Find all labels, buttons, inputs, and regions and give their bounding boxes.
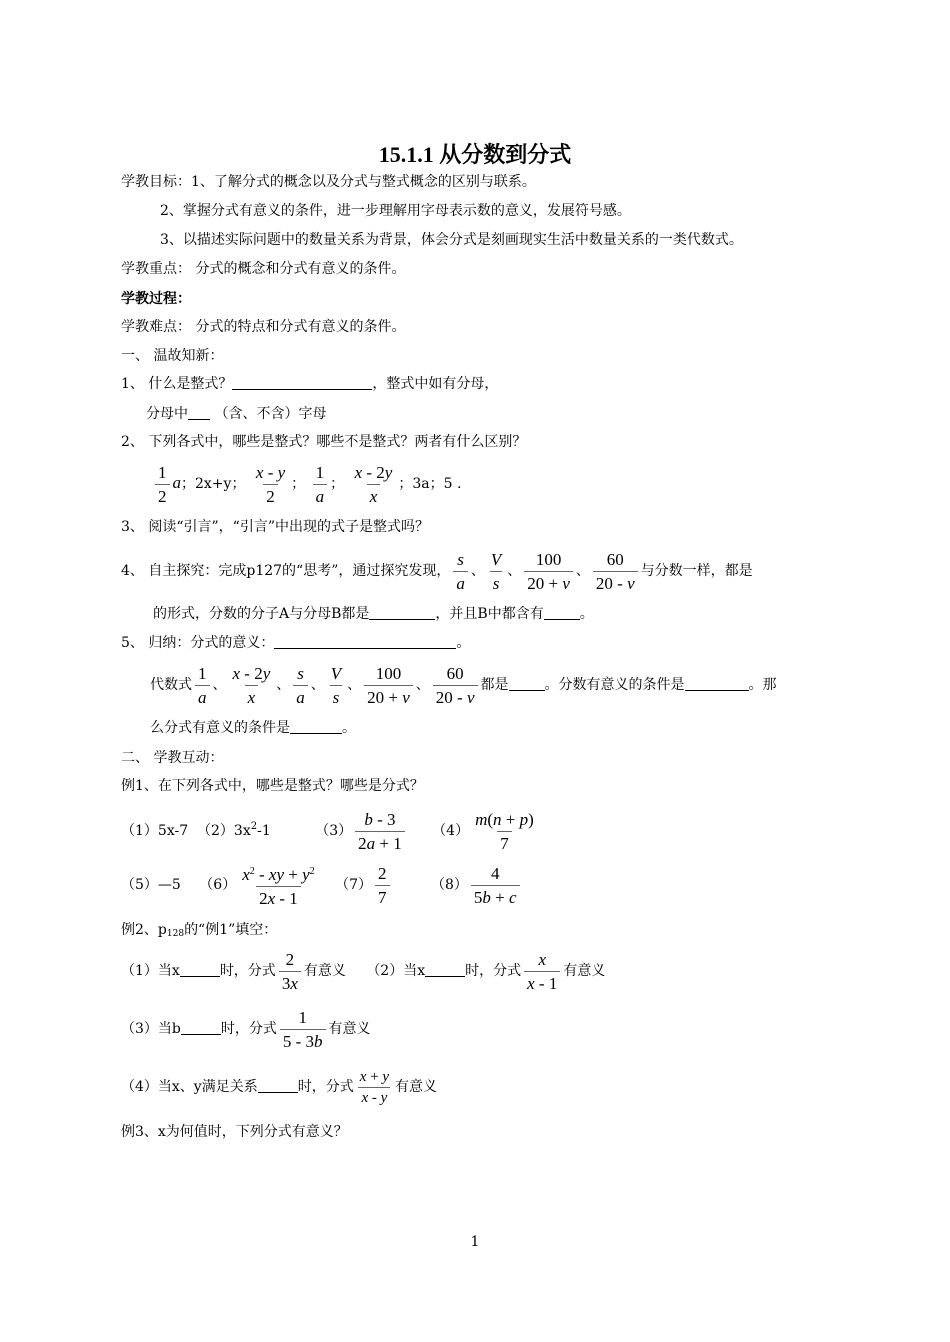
fraction: $\frac{x^2 - xy + y^2}{2x - 1}$ <box>242 865 315 908</box>
answer-blank[interactable] <box>258 1077 298 1093</box>
fraction: $\frac{V}{s}$ <box>330 663 342 707</box>
fraction: $\frac{V}{s}$ <box>490 549 502 593</box>
fraction: $\frac{s}{a}$ <box>453 549 468 594</box>
fraction: $\frac{x}{x - 1}$ <box>524 949 560 994</box>
fraction: $\frac{100}{20 + v}$ <box>364 663 413 708</box>
fraction: $\frac{2}{3x}$ <box>279 949 301 994</box>
answer-blank[interactable] <box>274 633 456 649</box>
objective-2: 2、掌握分式有意义的条件，进一步理解用字母表示数的意义，发展符号感。 <box>160 203 631 219</box>
objective-3: 3、以描述实际问题中的数量关系为背景，体会分式是刻画现实生活中数量关系的一类代数式。 <box>160 232 743 248</box>
question-3: 3、 阅读“引言”，“引言”中出现的式子是整式吗？ <box>121 519 429 535</box>
question-5: 5、 归纳：分式的意义： 。 <box>121 635 471 651</box>
example-2-line-3: （4）当x、y满足关系 时，分式 $\frac{x + y}{x - y}$ 有意义 <box>121 1068 438 1106</box>
fraction: $\frac{b - 3}{2a + 1}$ <box>355 809 405 854</box>
example-3-text: 例3、x为何值时，下列分式有意义？ <box>121 1124 348 1140</box>
answer-blank[interactable] <box>180 961 220 977</box>
answer-blank[interactable] <box>544 604 580 620</box>
question-1-cont: 分母中 （含、不含）字母 <box>146 406 327 422</box>
example-2-text: 例2、$p_{128}$的“例1”填空： <box>121 922 278 939</box>
difficulty: 学教难点： 分式的特点和分式有意义的条件。 <box>121 319 406 335</box>
section-2-heading: 二、 学教互动： <box>121 750 224 766</box>
answer-blank[interactable] <box>188 404 210 420</box>
fraction: $\frac{x - y}{2}$ <box>255 462 286 506</box>
fraction: $\frac{1}{2}$ <box>155 462 170 507</box>
question-4: 4、 自主探究：完成p127的“思考”，通过探究发现， $\frac{s}{a}$ 、 $\frac{V}{s}$ 、 $\frac{100}{20 + v}$ 、 $\frac{60}{20 - v}$ 与分数一样，都是 <box>121 549 753 593</box>
fraction: $\frac{100}{20 + v}$ <box>524 549 573 594</box>
example-2-line-2: （3）当b 时，分式 $\frac{1}{5 - 3b}$ 有意义 <box>121 1007 371 1051</box>
key-points: 学教重点： 分式的概念和分式有意义的条件。 <box>121 261 406 277</box>
example-1-row-2: （5）—5 （6） $\frac{x^2 - xy + y^2}{2x - 1}$ （7） $\frac{2}{7}$ （8） $\frac{4}{5b + c}$ <box>121 860 523 910</box>
section-1-heading: 一、 温故知新： <box>121 348 224 364</box>
answer-blank[interactable] <box>232 374 372 390</box>
answer-blank[interactable] <box>369 604 435 620</box>
fraction: $\frac{x + y}{x - y}$ <box>359 1068 390 1106</box>
question-5-cont: 么分式有意义的条件是 。 <box>150 720 356 736</box>
question-1: 1、 什么是整式？ ，整式中如有分母， <box>121 376 499 392</box>
fraction: $\frac{s}{a}$ <box>293 663 308 708</box>
objective-1: 学教目标：1、了解分式的概念以及分式与整式概念的区别与联系。 <box>121 174 536 190</box>
fraction: $\frac{2}{7}$ <box>375 863 390 908</box>
question-4-cont: 的形式，分数的分子A与分母B都是 ，并且B中都含有 。 <box>153 606 594 622</box>
example-1-row-1: （1）5x-7 $(2)3x^2-1$ （3） $\frac{b - 3}{2a + 1}$ （4） $\frac{m(n + p)}{7}$ <box>121 802 540 856</box>
fraction: $\frac{x - 2y}{x}$ <box>232 663 271 707</box>
fraction: $\frac{x - 2y}{x}$ <box>354 462 393 506</box>
example-1-text: 例1、在下列各式中，哪些是整式？哪些是分式？ <box>121 778 424 794</box>
question-2-expressions: $\frac{1}{2}$ a；2x+y； $\frac{x - y}{2}$ ； $\frac{1}{a}$ ； $\frac{x - 2y}{x}$ ；3a；5 . <box>152 460 461 507</box>
page-title: 15.1.1 从分数到分式 <box>378 142 572 167</box>
answer-blank[interactable] <box>509 675 545 691</box>
answer-blank[interactable] <box>181 1019 221 1035</box>
fraction: $\frac{1}{a}$ <box>313 462 328 507</box>
fraction: $\frac{60}{20 - v}$ <box>433 663 478 708</box>
fraction: $\frac{1}{a}$ <box>195 663 210 708</box>
fraction: $\frac{60}{20 - v}$ <box>593 549 638 594</box>
fraction: $\frac{4}{5b + c}$ <box>471 863 520 908</box>
fraction: $\frac{m(n + p)}{7}$ <box>475 809 534 853</box>
answer-blank[interactable] <box>685 675 749 691</box>
process-heading: 学教过程： <box>121 291 191 307</box>
example-2-line-1: （1）当x 时，分式 $\frac{2}{3x}$ 有意义 （2）当x 时，分式 $\frac{x}{x - 1}$ 有意义 <box>121 949 606 993</box>
answer-blank[interactable] <box>290 718 342 734</box>
answer-blank[interactable] <box>425 961 465 977</box>
fraction: $\frac{1}{5 - 3b}$ <box>280 1007 326 1052</box>
question-2: 2、 下列各式中，哪些是整式？哪些不是整式？两者有什么区别？ <box>121 434 527 450</box>
page-number: 1 <box>470 1234 480 1250</box>
question-5-expressions: 代数式 $\frac{1}{a}$ 、 $\frac{x - 2y}{x}$ 、 $\frac{s}{a}$ 、 $\frac{V}{s}$ 、 $\frac{100}{20 + v}$ 、 $\frac{60}{20 - v}$ 都是 。分数有意义的条件是 。那 <box>150 663 777 707</box>
